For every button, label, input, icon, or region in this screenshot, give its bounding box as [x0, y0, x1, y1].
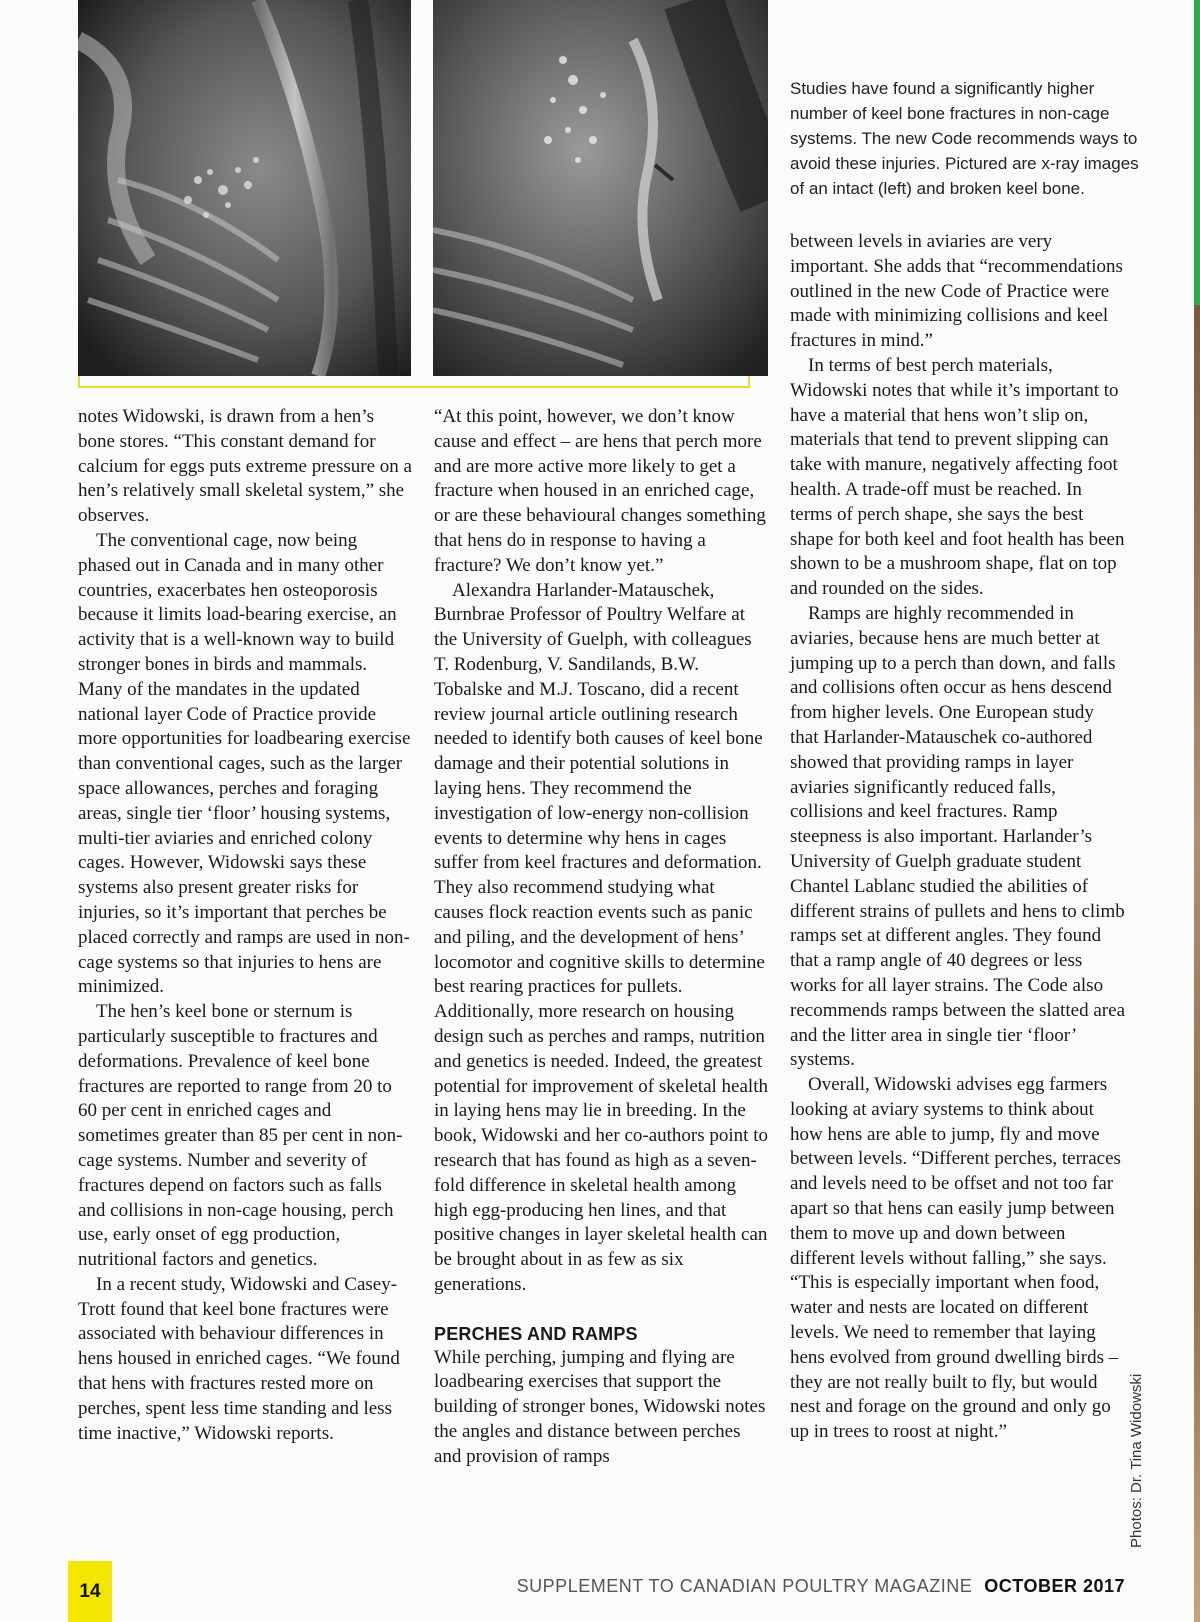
- photo-caption: [790, 76, 1140, 201]
- paragraph: Overall, Widowski advises egg farmers looking at aviary systems to think about how hens are able to jump, fly and move between levels. “Different perches, terraces and levels need to be offset and not too far apart so that hens can easily jump between them to move up and down between different levels without falling,” she says. “This is especially important when food, water and nests are located on different levels. We need to remember that laying hens evolved from ground dwelling birds – they are not really built to fly, but would nest and forage on the ground and only go up in trees to roost at night.”: [790, 1074, 1121, 1443]
- paragraph: While perching, jumping and flying are loadbearing exercises that support the building of stronger bones, Widowski notes the angles and distance between perches and provision of ramps: [434, 1346, 766, 1467]
- photo-credit: Photos: Dr. Tina Widowski: [1128, 1373, 1145, 1548]
- section-heading: PERCHES AND RAMPS: [434, 1323, 638, 1344]
- edge-color-bar: [1194, 0, 1200, 305]
- page-number: 14: [68, 1561, 112, 1622]
- caption-text: Studies have found a significantly higher number of keel bone fractures in non-cage systems. The new Code recommends ways to avoid these injuries. Pictured are x-ray images of an intact (left) and broken keel bone.: [790, 79, 1139, 198]
- issue-date: OCTOBER 2017: [984, 1576, 1125, 1596]
- paragraph: Alexandra Harlander-Matauschek, Burnbrae Professor of Poultry Welfare at the University of Guelph, with colleagues T. Rodenburg, V. Sandilands, B.W. Tobalske and M.J. Toscano, did a recent review journal article outlining research needed to identify both causes of keel bone damage and their potential solutions in laying hens. They recommend the investigation of low-energy non-collision events to determine why hens in cages suffer from keel fractures and deformation. They also recommend studying what causes flock reaction events such as panic and piling, and the development of hens’ locomotor and cognitive skills to determine best rearing practices for pullets. Additionally, more research on housing design such as perches and ramps, nutrition and genetics is needed. Indeed, the greatest potential for improvement of skeletal health in laying hens may lie in breeding. In the book, Widowski and her co-authors point to research that has found as high as a seven-fold difference in skeletal health among high egg-producing hen lines, and that positive changes in layer skeletal health can be brought about in as few as six generations.: [434, 579, 768, 1295]
- article-column-2: [434, 405, 769, 1470]
- paragraph: In terms of best perch materials, Widowski notes that while it’s important to have a material that hens won’t slip on, materials that tend to prevent slipping can take with manure, negatively affecting foot health. A trade-off must be reached. In terms of perch shape, she says the best shape for both keel and foot health has been shown to be a mushroom shape, flat on top and rounded on the sides.: [790, 354, 1125, 600]
- xray-image-intact-keel: [78, 0, 411, 376]
- paragraph: In a recent study, Widowski and Casey-Trott found that keel bone fractures were associated with behaviour differences in hens housed in enriched cages. “We found that hens with fractures rested more on perches, spent less time standing and less time inactive,” Widowski reports.: [78, 1273, 400, 1444]
- edge-photo-strip: [1194, 305, 1200, 1622]
- page-footer: [517, 1576, 1125, 1597]
- paragraph: “At this point, however, we don’t know cause and effect – are hens that perch more and are more active more likely to get a fracture when housed in an enriched cage, or are these behavioural changes something that hens do in response to having a fracture? We don’t know yet.”: [434, 406, 766, 576]
- publication-name: SUPPLEMENT TO CANADIAN POULTRY MAGAZINE: [516, 1576, 973, 1596]
- article-column-1: [78, 405, 413, 1446]
- xray-image-broken-keel: [433, 0, 768, 376]
- paragraph: Ramps are highly recommended in aviaries, because hens are much better at jumping up to a perch than down, and falls and collisions often occur as hens descend from higher levels. One European study that Harlander-Matauschek co-authored showed that providing ramps in layer aviaries significantly reduced falls, collisions and keel fractures. Ramp steepness is also important. Harlander’s University of Guelph graduate student Chantel Lablanc studied the abilities of different strains of pullets and hens to climb ramps set at different angles. They found that a ramp angle of 40 degrees or less works for all layer strains. The Code also recommends ramps between the slatted area and the litter area in single tier ‘floor’ systems.: [790, 602, 1125, 1071]
- paragraph: The conventional cage, now being phased out in Canada and in many other countries, exacerbates hen osteoporosis because it limits load-bearing exercise, an activity that is a well-known way to build stronger bones in birds and mammals. Many of the mandates in the updated national layer Code of Practice provide more opportunities for loadbearing exercise than conventional cages, such as the larger space allowances, perches and foraging areas, single tier ‘floor’ housing systems, multi-tier aviaries and enriched colony cages. However, Widowski says these systems also present greater risks for injuries, so it’s important that perches be placed correctly and ramps are used in non-cage systems so that injuries to hens are minimized.: [78, 529, 411, 998]
- paragraph: between levels in aviaries are very important. She adds that “recommendations outlined in the new Code of Practice were made with minimizing collisions and keel fractures in mind.”: [790, 231, 1123, 352]
- paragraph: The hen’s keel bone or sternum is particularly susceptible to fractures and deformations. Prevalence of keel bone fractures are reported to range from 20 to 60 per cent in enriched cages and sometimes greater than 85 per cent in non-cage systems. Number and severity of fractures depend on factors such as falls and collisions in non-cage housing, perch use, early onset of egg production, nutritional factors and genetics.: [78, 1001, 403, 1271]
- paragraph: notes Widowski, is drawn from a hen’s bone stores. “This constant demand for calcium for eggs puts extreme pressure on a hen’s relatively small skeletal system,” she observes.: [78, 406, 412, 527]
- article-column-3: [790, 230, 1125, 1445]
